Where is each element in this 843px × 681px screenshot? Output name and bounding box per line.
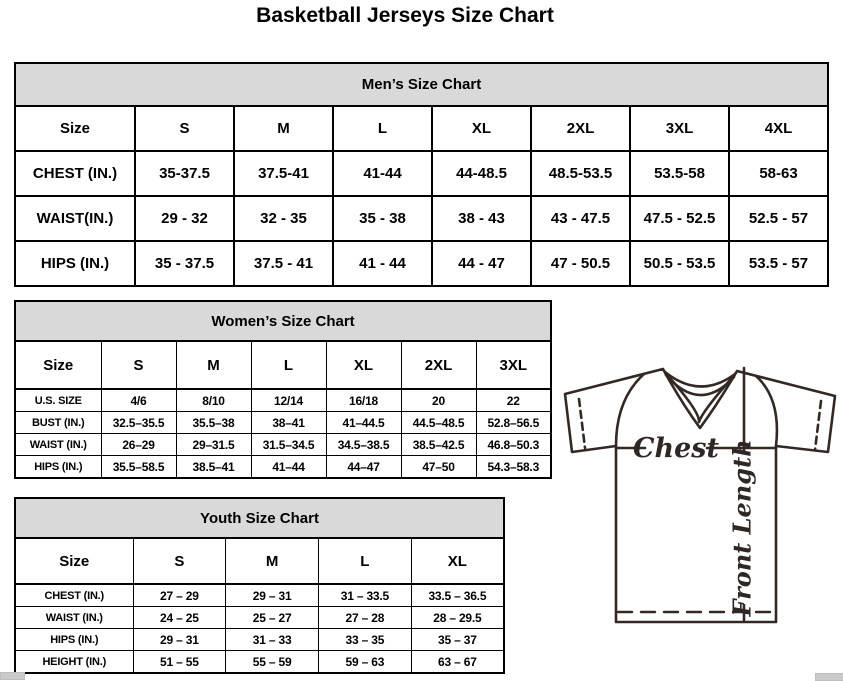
measurement-value: 38.5–42.5 — [401, 434, 476, 456]
measurement-value: 35.5–58.5 — [101, 456, 176, 479]
measurement-value: 38 - 43 — [432, 196, 531, 241]
measurement-value: 24 – 25 — [133, 607, 226, 629]
jersey-outline — [565, 369, 835, 622]
measurement-value: 50.5 - 53.5 — [630, 241, 729, 286]
measurement-value: 31 – 33 — [226, 629, 319, 651]
measurement-label: WAIST (IN.) — [15, 607, 133, 629]
right-armhole-seam — [756, 376, 777, 446]
womens-size-chart-table — [14, 300, 552, 479]
measurement-value: 51 – 55 — [133, 651, 226, 674]
size-header-cell: S — [135, 106, 234, 151]
measurement-label: HIPS (IN.) — [15, 241, 135, 286]
measurement-value: 32.5–35.5 — [101, 412, 176, 434]
measurement-value: 29 - 32 — [135, 196, 234, 241]
measurement-row — [15, 456, 551, 479]
front-length-label: Front Length — [727, 439, 757, 617]
measurement-label: HIPS (IN.) — [15, 456, 101, 479]
measurement-row — [15, 434, 551, 456]
size-header-cell: 3XL — [476, 341, 551, 389]
measurement-value: 8/10 — [176, 389, 251, 412]
measurement-value: 31 – 33.5 — [319, 584, 412, 607]
measurement-value: 44.5–48.5 — [401, 412, 476, 434]
size-header-row — [15, 106, 828, 151]
size-header-cell: S — [133, 538, 226, 584]
size-header-cell: Size — [15, 538, 133, 584]
measurement-label: HIPS (IN.) — [15, 629, 133, 651]
measurement-value: 41-44 — [333, 151, 432, 196]
measurement-value: 34.5–38.5 — [326, 434, 401, 456]
size-header-cell: XL — [432, 106, 531, 151]
measurement-value: 16/18 — [326, 389, 401, 412]
left-cuff-dashed-line — [579, 399, 585, 448]
measurement-value: 35 – 37 — [411, 629, 504, 651]
size-header-cell: 2XL — [401, 341, 476, 389]
youth-size-chart-table — [14, 497, 505, 674]
size-header-row — [15, 538, 504, 584]
measurement-value: 54.3–58.3 — [476, 456, 551, 479]
size-header-row — [15, 341, 551, 389]
size-header-cell: S — [101, 341, 176, 389]
right-cuff-dashed-line — [815, 401, 821, 450]
measurement-value: 35 - 38 — [333, 196, 432, 241]
size-header-cell: Size — [15, 106, 135, 151]
measurement-value: 37.5 - 41 — [234, 241, 333, 286]
measurement-value: 53.5-58 — [630, 151, 729, 196]
measurement-value: 28 – 29.5 — [411, 607, 504, 629]
collar-inner-v — [669, 377, 731, 422]
measurement-label: CHEST (IN.) — [15, 151, 135, 196]
measurement-value: 20 — [401, 389, 476, 412]
measurement-label: WAIST (IN.) — [15, 434, 101, 456]
measurement-value: 44 - 47 — [432, 241, 531, 286]
size-header-cell: L — [319, 538, 412, 584]
measurement-value: 12/14 — [251, 389, 326, 412]
measurement-row — [15, 241, 828, 286]
measurement-value: 41–44 — [251, 456, 326, 479]
size-header-cell: M — [176, 341, 251, 389]
measurement-value: 33.5 – 36.5 — [411, 584, 504, 607]
mens-size-chart-table — [14, 62, 829, 287]
measurement-value: 59 – 63 — [319, 651, 412, 674]
measurement-value: 44-48.5 — [432, 151, 531, 196]
chart-title-row — [15, 63, 828, 106]
jersey-measurement-diagram — [558, 360, 842, 626]
chart-title-row — [15, 301, 551, 341]
measurement-value: 52.8–56.5 — [476, 412, 551, 434]
measurement-value: 43 - 47.5 — [531, 196, 630, 241]
measurement-value: 41–44.5 — [326, 412, 401, 434]
measurement-value: 29–31.5 — [176, 434, 251, 456]
measurement-value: 41 - 44 — [333, 241, 432, 286]
measurement-value: 58-63 — [729, 151, 828, 196]
size-header-cell: XL — [326, 341, 401, 389]
measurement-value: 38–41 — [251, 412, 326, 434]
measurement-label: CHEST (IN.) — [15, 584, 133, 607]
measurement-value: 52.5 - 57 — [729, 196, 828, 241]
measurement-value: 37.5-41 — [234, 151, 333, 196]
measurement-value: 27 – 29 — [133, 584, 226, 607]
measurement-value: 4/6 — [101, 389, 176, 412]
measurement-row — [15, 629, 504, 651]
measurement-row — [15, 389, 551, 412]
jersey-diagram-svg — [558, 360, 842, 626]
size-header-cell: L — [333, 106, 432, 151]
chart-title-row — [15, 498, 504, 538]
measurement-value: 22 — [476, 389, 551, 412]
chart-title: Women’s Size Chart — [15, 301, 551, 341]
measurement-row — [15, 651, 504, 674]
measurement-label: HEIGHT (IN.) — [15, 651, 133, 674]
measurement-row — [15, 607, 504, 629]
measurement-value: 55 – 59 — [226, 651, 319, 674]
measurement-value: 26–29 — [101, 434, 176, 456]
measurement-value: 44–47 — [326, 456, 401, 479]
measurement-row — [15, 196, 828, 241]
measurement-row — [15, 584, 504, 607]
size-header-cell: XL — [411, 538, 504, 584]
measurement-value: 48.5-53.5 — [531, 151, 630, 196]
chest-label: Chest — [633, 433, 719, 464]
measurement-value: 47 - 50.5 — [531, 241, 630, 286]
measurement-label: WAIST(IN.) — [15, 196, 135, 241]
measurement-value: 27 – 28 — [319, 607, 412, 629]
measurement-value: 35-37.5 — [135, 151, 234, 196]
measurement-row — [15, 412, 551, 434]
measurement-value: 35 - 37.5 — [135, 241, 234, 286]
measurement-value: 29 – 31 — [226, 584, 319, 607]
size-header-cell: M — [234, 106, 333, 151]
measurement-value: 47–50 — [401, 456, 476, 479]
measurement-value: 46.8–50.3 — [476, 434, 551, 456]
measurement-row — [15, 151, 828, 196]
measurement-label: U.S. SIZE — [15, 389, 101, 412]
measurement-value: 31.5–34.5 — [251, 434, 326, 456]
chart-title: Youth Size Chart — [15, 498, 504, 538]
horizontal-scrollbar-fragment-right[interactable] — [815, 673, 843, 681]
measurement-value: 33 – 35 — [319, 629, 412, 651]
measurement-value: 35.5–38 — [176, 412, 251, 434]
measurement-value: 29 – 31 — [133, 629, 226, 651]
measurement-label: BUST (IN.) — [15, 412, 101, 434]
size-header-cell: L — [251, 341, 326, 389]
size-header-cell: M — [226, 538, 319, 584]
size-header-cell: 2XL — [531, 106, 630, 151]
measurement-value: 47.5 - 52.5 — [630, 196, 729, 241]
size-header-cell: Size — [15, 341, 101, 389]
measurement-value: 32 - 35 — [234, 196, 333, 241]
page-title: Basketball Jerseys Size Chart — [256, 4, 554, 27]
measurement-value: 38.5–41 — [176, 456, 251, 479]
chart-title: Men’s Size Chart — [15, 63, 828, 106]
size-header-cell: 4XL — [729, 106, 828, 151]
measurement-value: 53.5 - 57 — [729, 241, 828, 286]
measurement-value: 25 – 27 — [226, 607, 319, 629]
size-header-cell: 3XL — [630, 106, 729, 151]
measurement-value: 63 – 67 — [411, 651, 504, 674]
